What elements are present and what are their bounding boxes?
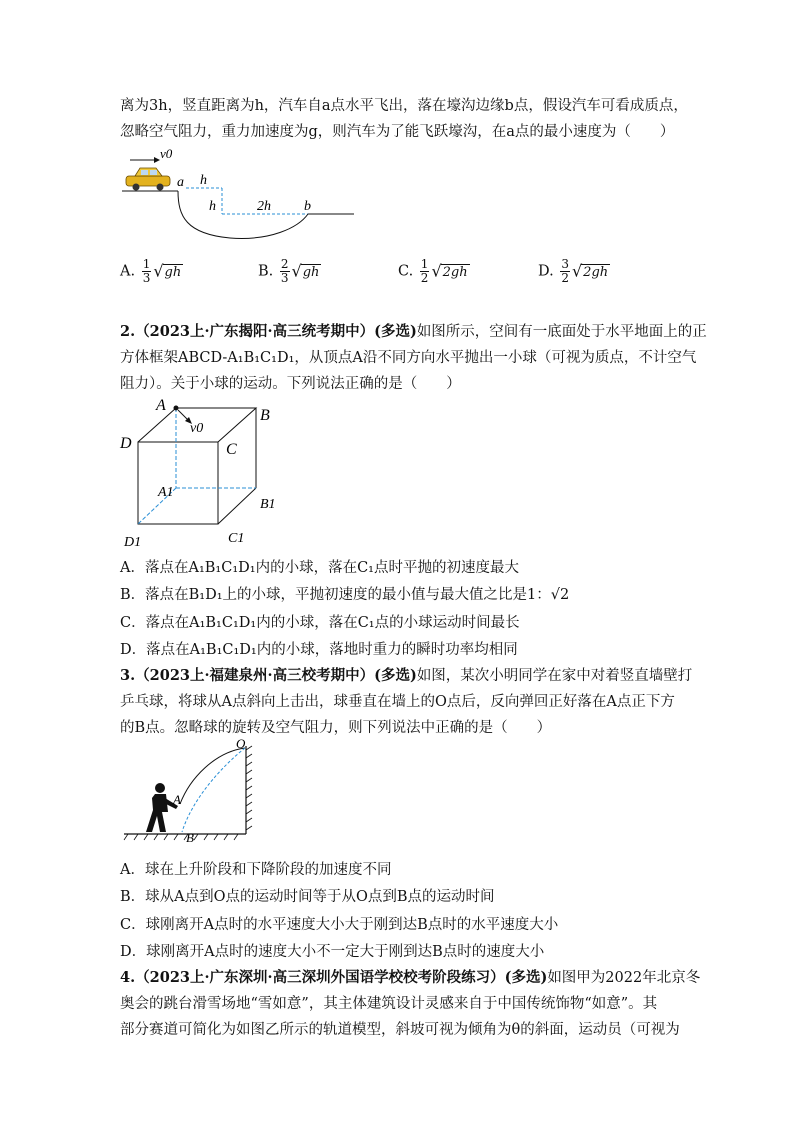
q1-label-2h: 2h (257, 199, 271, 214)
q2-source: 2.（2023上·广东揭阳·高三统考期中）(多选) (120, 323, 417, 340)
q3-option-c[interactable]: C．球刚离开A点时的水平速度大小大于刚到达B点时的水平速度大小 (120, 917, 559, 933)
q4-text-line3: 部分赛道可简化为如图乙所示的轨道模型，斜坡可视为倾角为θ的斜面，运动员（可视为 (120, 1022, 680, 1038)
q1-label-h-side: h (209, 199, 216, 214)
q2-label-B1: B1 (260, 497, 276, 512)
q1-option-c[interactable]: C. $\frac{1}{2}$ √2gh (398, 257, 468, 285)
car-icon (126, 168, 170, 191)
q1-label-v0: v0 (160, 146, 173, 161)
q2-label-A: A (156, 397, 166, 414)
q3-option-b[interactable]: B．球从A点到O点的运动时间等于从O点到B点的运动时间 (120, 889, 495, 905)
q2-text-line1: 2.（2023上·广东揭阳·高三统考期中）(多选)如图所示，空间有一底面处于水平地面上的正 (120, 323, 707, 340)
q1-option-b[interactable]: B. $\frac{2}{3}$ √gh (258, 257, 320, 285)
q2-label-D: D (120, 435, 132, 452)
q1-label-h-top: h (200, 173, 207, 188)
q3-label-O: O (236, 738, 246, 751)
person-silhouette-icon (146, 783, 178, 832)
q2-label-C1: C1 (228, 531, 245, 546)
q2-text-line2: 方体框架ABCD-A₁B₁C₁D₁，从顶点A沿不同方向水平抛出一小球（可视为质点，不计空气 (120, 350, 697, 366)
q2-label-v0: v0 (190, 421, 204, 436)
q1-label-b: b (304, 199, 311, 214)
q2-option-b[interactable]: B．落点在B₁D₁上的小球，平抛初速度的最小值与最大值之比是1：√2 (120, 587, 570, 603)
q2-text-line3: 阻力）。关于小球的运动。下列说法正确的是（ ） (120, 376, 461, 392)
q3-text-line3: 的B点。忽略球的旋转及空气阻力，则下列说法中正确的是（ ） (120, 720, 552, 736)
q2-option-a[interactable]: A．落点在A₁B₁C₁D₁内的小球，落在C₁点时平抛的初速度最大 (120, 560, 519, 576)
q2-label-B: B (260, 407, 270, 424)
q3-label-A: A (173, 792, 181, 807)
q4-text-line1: 4.（2023上·广东深圳·高三深圳外国语学校校考阶段练习）(多选)如图甲为2022年北京冬 (120, 969, 701, 986)
q3-text-line2: 乒乓球，将球从A点斜向上击出，球垂直在墙上的O点后，反向弹回正好落在A点正下方 (120, 694, 675, 710)
q2-label-A1: A1 (158, 485, 174, 500)
q3-source: 3.（2023上·福建泉州·高三校考期中）(多选) (120, 667, 417, 684)
q1-option-d[interactable]: D. $\frac{3}{2}$ √2gh (538, 257, 609, 285)
q2-option-c[interactable]: C．落点在A₁B₁C₁D₁内的小球，落在C₁点的小球运动时间最长 (120, 615, 520, 631)
q1-option-a[interactable]: A. $\frac{1}{3}$ √gh (120, 257, 182, 285)
q2-cube-figure (118, 396, 288, 552)
q1-text-line1: 离为3h，竖直距离为h，汽车自a点水平飞出，落在壕沟边缘b点，假设汽车可看成质点， (120, 98, 688, 114)
q3-text-line1: 3.（2023上·福建泉州·高三校考期中）(多选)如图，某次小明同学在家中对着竖直墙壁打 (120, 667, 693, 684)
q1-label-a: a (177, 175, 184, 190)
q2-label-C: C (226, 441, 237, 458)
q3-option-a[interactable]: A．球在上升阶段和下降阶段的加速度不同 (120, 862, 392, 878)
q4-text-line2: 奥会的跳台滑雪场地“雪如意”，其主体建筑设计灵感来自于中国传统饰物“如意”。其 (120, 996, 658, 1012)
q1-text-line2: 忽略空气阻力，重力加速度为g，则汽车为了能飞跃壕沟，在a点的最小速度为（ ） (120, 124, 675, 140)
q3-label-B: B (186, 830, 194, 845)
q2-option-d[interactable]: D．落点在A₁B₁C₁D₁内的小球，落地时重力的瞬时功率均相同 (120, 642, 518, 658)
q1-car-trench-figure (120, 146, 360, 242)
q3-pingpong-figure (120, 738, 270, 846)
q2-label-D1: D1 (124, 535, 142, 550)
q3-option-d[interactable]: D．球刚离开A点时的速度大小不一定大于刚到达B点时的速度大小 (120, 944, 545, 960)
q4-source: 4.（2023上·广东深圳·高三深圳外国语学校校考阶段练习）(多选) (120, 969, 548, 986)
